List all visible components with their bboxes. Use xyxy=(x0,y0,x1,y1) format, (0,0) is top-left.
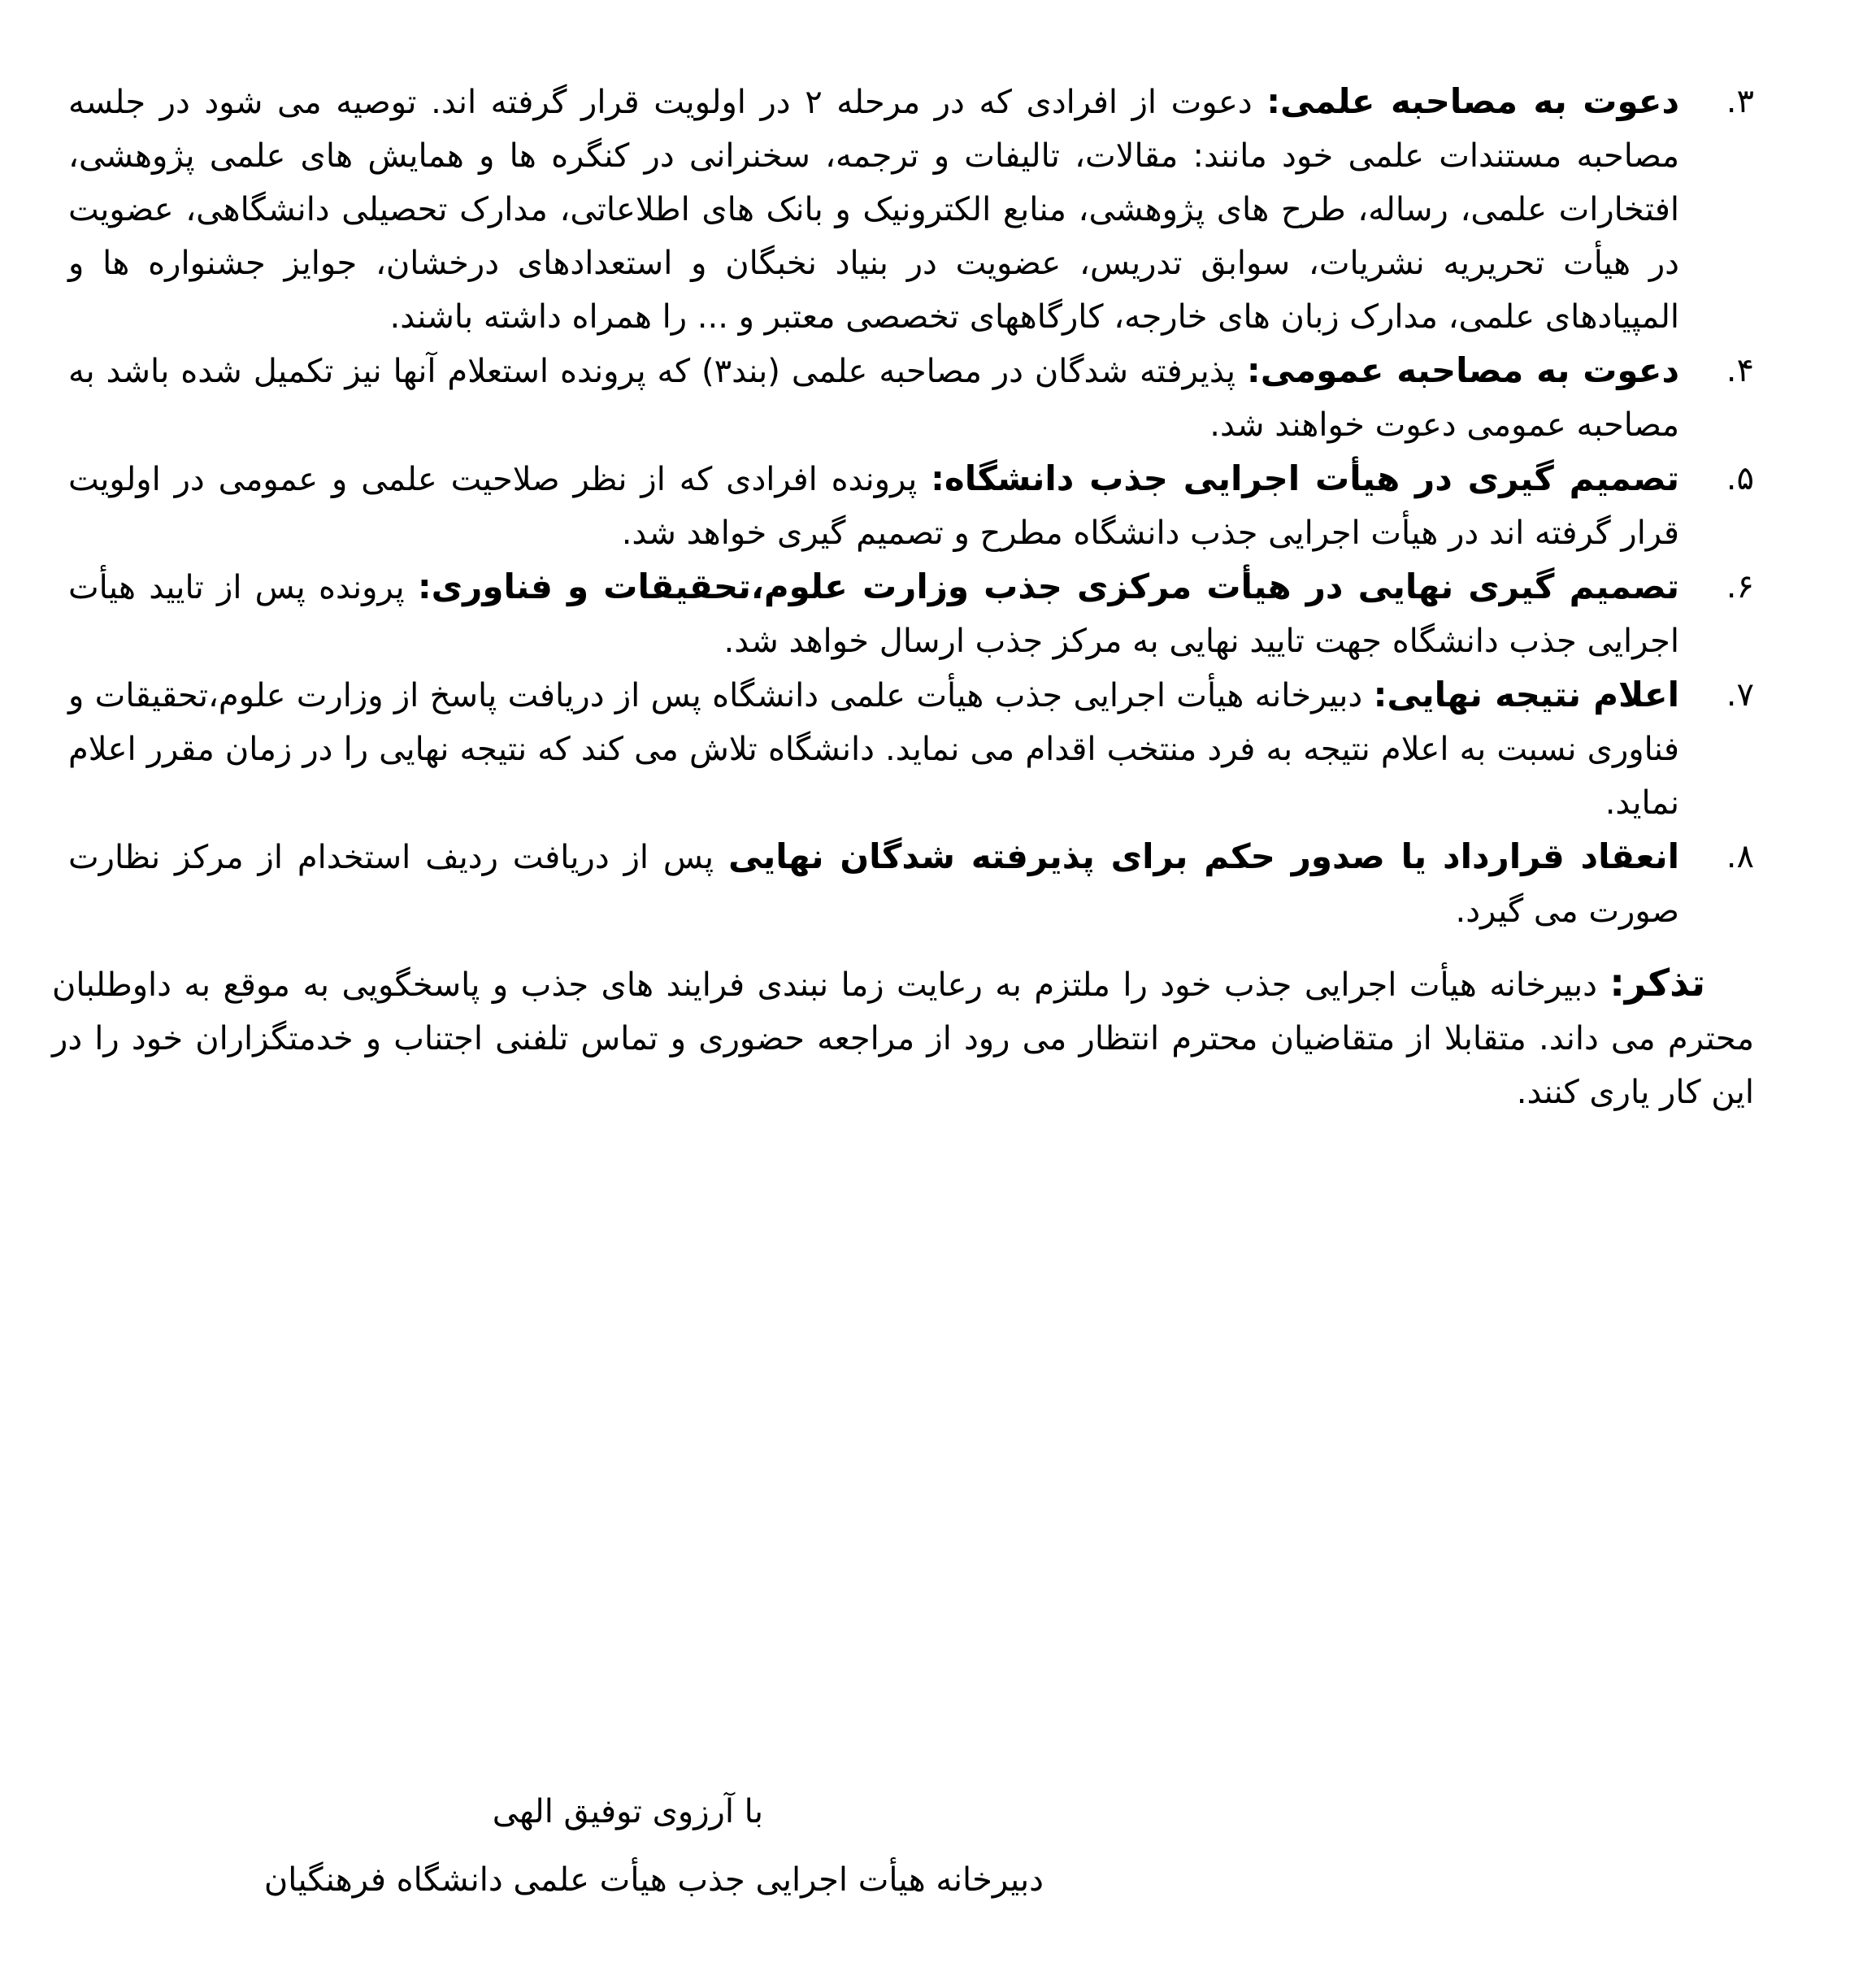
list-item-step-7 xyxy=(68,668,1754,830)
item-body: پذیرفته شدگان در مصاحبه علمی (بند۳) که پرونده استعلام آنها نیز تکمیل شده باشد به مصاحبه عمومی دعوت خواهند شد. xyxy=(68,353,1679,444)
note-label: تذکر: xyxy=(1609,961,1705,1005)
item-body: پرونده پس از تایید هیأت اجرایی جذب دانشگاه جهت تایید نهایی به مرکز جذب ارسال خواهد شد. xyxy=(68,569,1679,660)
list-item-step-8 xyxy=(68,830,1754,938)
list-item-step-4 xyxy=(68,344,1754,452)
item-title: اعلام نتیجه نهایی: xyxy=(1373,675,1679,714)
list-item-step-3 xyxy=(68,75,1754,344)
list-item-step-6 xyxy=(68,560,1754,668)
item-body: پرونده افرادی که از نظر صلاحیت علمی و عمومی در اولویت قرار گرفته اند در هیأت اجرایی جذب دانشگاه مطرح و تصمیم گیری خواهد شد. xyxy=(68,461,1679,552)
item-title: تصمیم گیری در هیأت اجرایی جذب دانشگاه: xyxy=(931,458,1679,498)
note-body: دبیرخانه هیأت اجرایی جذب خود را ملتزم به رعایت زما نبندی فرایند های جذب و پاسخگویی به موقع به داوطلبان محترم می داند. متقابلا از متقاضیان محترم انتظار می رود از مراجعه حضوری و تماس تلفنی اجتناب و خدمتگزاران خود را در این کار یاری کنند. xyxy=(52,966,1754,1111)
item-title: دعوت به مصاحبه علمی: xyxy=(1266,81,1680,121)
list-item-step-5 xyxy=(68,452,1754,560)
item-number: ۶. xyxy=(1726,568,1754,606)
item-number: ۷. xyxy=(1726,676,1754,714)
signature-block xyxy=(68,1785,1044,1907)
item-number: ۵. xyxy=(1726,460,1754,497)
item-number: ۴. xyxy=(1726,352,1754,389)
item-number: ۸. xyxy=(1726,838,1754,875)
closing-line: با آرزوی توفیق الهی xyxy=(492,1793,763,1830)
reminder-note xyxy=(52,956,1876,1119)
item-title: تصمیم گیری نهایی در هیأت مرکزی جذب وزارت علوم،تحقیقات و فناوری: xyxy=(417,567,1680,606)
item-title: انعقاد قرارداد یا صدور حکم برای پذیرفته شدگان نهایی xyxy=(727,836,1679,876)
item-body: دبیرخانه هیأت اجرایی جذب هیأت علمی دانشگاه پس از دریافت پاسخ از وزارت علوم،تحقیقات و فناوری نسبت به اعلام نتیجه به فرد منتخب اقدام می نماید. دانشگاه تلاش می کند که نتیجه نهایی را در زمان مقرر اعلام نماید. xyxy=(68,677,1679,822)
procedure-steps-list xyxy=(68,75,1754,938)
item-body: دعوت از افرادی که در مرحله ۲ در اولویت قرار گرفته اند. توصیه می شود در جلسه مصاحبه مستندات علمی خود مانند: مقالات، تالیفات و ترجمه، سخنرانی در کنگره ها و همایش های علمی پژوهشی، افتخارات علمی، رساله، طرح های پژوهشی، منابع الکترونیک و بانک های اطلاعاتی، مدارک تحصیلی دانشگاهی، عضویت در هیأت تحریریه نشریات، سوابق تدریس، عضویت در بنیاد نخبگان و استعدادهای درخشان، جوایز جشنواره ها و المپیادهای علمی، مدارک زبان های خارجه، کارگاههای تخصصی معتبر و ... را همراه داشته باشند. xyxy=(68,84,1679,336)
item-title: دعوت به مصاحبه عمومی: xyxy=(1246,350,1680,390)
office-name: دبیرخانه هیأت اجرایی جذب هیأت علمی دانشگاه فرهنگیان xyxy=(263,1861,1044,1899)
item-body: پس از دریافت ردیف استخدام از مرکز نظارت صورت می گیرد. xyxy=(68,839,1679,930)
item-number: ۳. xyxy=(1726,83,1754,120)
